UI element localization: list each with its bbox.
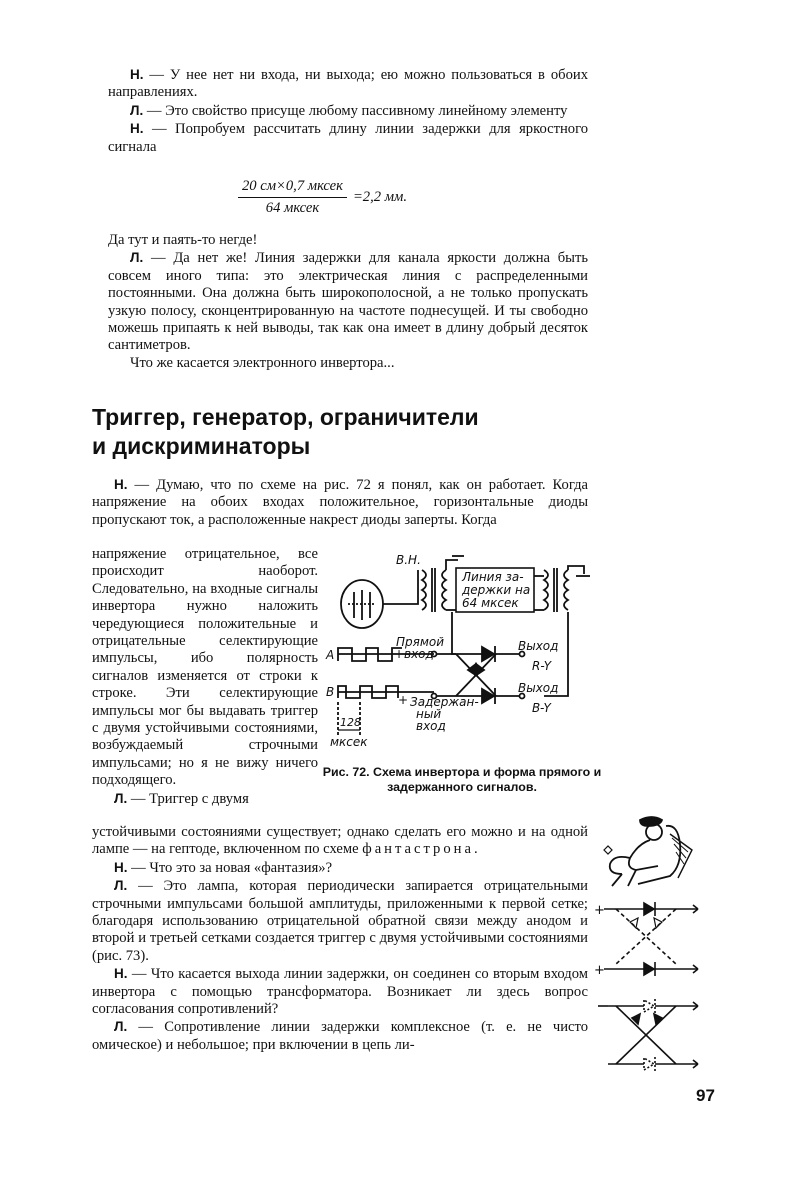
formula-numerator: 20 см×0,7 мксек [238, 178, 347, 198]
label-128: 128 [340, 716, 361, 729]
label-r-y: R-Y [532, 659, 552, 673]
label-zad-2: ный [416, 707, 442, 721]
paragraph-10: Л. — Это лампа, которая периодически запирается отрицательными строчными импульсами большой амплитуды, приложенными к первой сетке; благодаря использованию отрицательной обратной связи между анодом и второй и третьей сетками создается триггер с двумя устойчивыми состояниями (рис. 73). [92, 878, 588, 964]
cartoon-person-in-chair [600, 814, 694, 888]
fig73-plus-bottom: + [594, 963, 605, 978]
paragraph-6: Что же касается электронного инвертора... [130, 354, 395, 371]
label-vyhod-2: Выход [518, 681, 559, 695]
box-line-3: 64 мксек [462, 596, 519, 610]
section-text-narrow [92, 546, 318, 808]
box-line-2: держки на [462, 583, 531, 597]
formula-denominator: 64 мксек [265, 200, 320, 216]
paragraph-3: Н. — Попробуем рассчитать длину линии задержки для яркостного сигнала [108, 121, 588, 155]
figure-72-caption: Рис. 72. Схема инвертора и форма прямого и задержанного сигналов. [322, 765, 602, 794]
section-heading [92, 403, 572, 461]
label-vn: В.Н. [396, 553, 421, 567]
input-transformer-icon [422, 556, 464, 612]
phantastron-term: фантастрона [362, 841, 474, 858]
label-a: A [326, 648, 335, 662]
paragraph-12: Л. — Сопротивление линии задержки комплексное (т. е. не чисто омическое) и небольшое; при включении в цепь ли- [92, 1019, 588, 1053]
formula-result: =2,2 мм. [352, 189, 407, 205]
label-mksek: мксек [330, 735, 368, 749]
label-b-y: B-Y [532, 701, 551, 715]
fig73-plus-top: + [594, 903, 605, 918]
label-zad-3: вход [416, 719, 446, 733]
plus-sign-a: + [394, 647, 405, 661]
paragraph-9: Н. — Что это за новая «фантазия»? [114, 859, 333, 876]
section-text-top [92, 476, 588, 529]
delay-length-formula [238, 178, 407, 217]
label-pryamoy-1: Прямой [396, 635, 445, 649]
paragraph-2: Л. — Это свойство присуще любому пассивному линейному элементу [130, 102, 568, 119]
paragraph-8-continued: устойчивыми состояниями существует; однако сделать его можно и на одной лампе — на гептоде, включенном по схеме фантастрона. [92, 824, 588, 858]
output-transformer-icon [534, 566, 590, 696]
paragraph-8-start: Л. — Триггер с двумя [114, 790, 249, 807]
paragraph-7-continued: напряжение отрицательное, все происходит наоборот. Следовательно, на входные сигналы инвертора нужно наложить чередующиеся положительные и отрицательные селектирующие импульсы, ибо полярность сигналов изменяется от строки к строке. Эти селектирующие импульсы мог бы выдавать триггер с двумя устойчивыми состояниями, возбуждаемый строчными импульсами; но я не вижу ничего подходящего. [92, 546, 318, 789]
heading-line-1: Триггер, генератор, ограничители [92, 404, 479, 430]
middle-text-block [108, 232, 588, 372]
formula-fraction [238, 178, 347, 217]
top-text-block [108, 66, 588, 156]
label-vyhod-1: Выход [518, 639, 559, 653]
figure-73-diode-schematic [594, 894, 712, 1080]
box-line-1: Линия за- [462, 570, 524, 584]
paragraph-7: Н. — Думаю, что по схеме на рис. 72 я понял, как он работает. Когда напряжение на обоих входах положительное, горизонтальные диоды пропускают ток, а расположенные накрест диоды заперты. Когда [92, 477, 588, 528]
paragraph-5: Л. — Да нет же! Линия задержки для канала яркости должна быть совсем иного типа: это электрическая линия с распределенными постоянными. Она должна быть широкополосной, а не только пропускать узкую полосу, сконцентрированную на частоте поднесущей. И ты свободно можешь припаять к ней выводы, так как она имеет в длину добрый десяток сантиметров. [108, 250, 588, 354]
paragraph-1: Н. — У нее нет ни входа, ни выхода; ею можно пользоваться в обоих направлениях. [108, 67, 588, 101]
plus-sign-b: + [398, 693, 409, 707]
paragraph-11: Н. — Что касается выхода линии задержки, он соединен со вторым входом инвертора с помощью трансформатора. Возникает ли здесь вопрос согласования сопротивлений? [92, 966, 588, 1018]
paragraph-4: Да тут и паять-то негде! [108, 232, 258, 248]
figure-72-inverter-schematic [322, 546, 594, 758]
section-text-bottom [92, 824, 588, 1054]
label-b: B [326, 685, 335, 699]
heading-line-2: и дискриминаторы [92, 433, 311, 459]
vacuum-tube-icon [341, 580, 383, 628]
page-number: 97 [696, 1086, 715, 1105]
label-zad-1: Задержан- [410, 695, 479, 709]
label-pryamoy-2: вход [404, 647, 434, 661]
